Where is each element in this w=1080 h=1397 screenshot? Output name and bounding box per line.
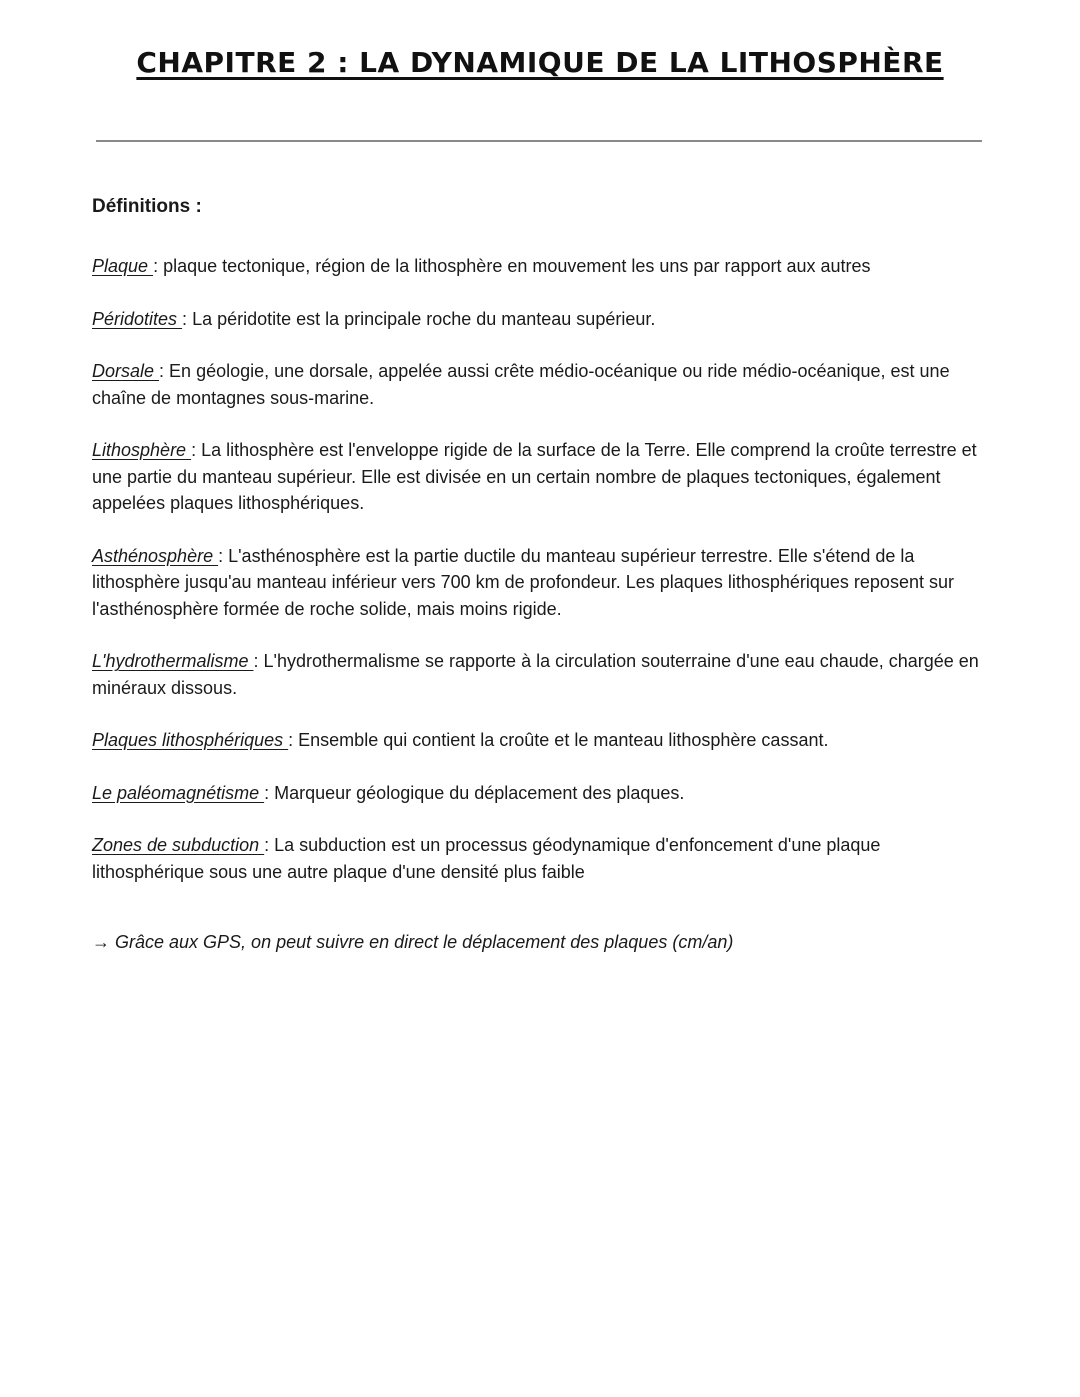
page-title: CHAPITRE 2 : LA DYNAMIQUE DE LA LITHOSPHÈRE	[136, 46, 944, 79]
definition-term: Lithosphère	[92, 440, 192, 460]
definition-term: Zones de subduction	[92, 835, 265, 855]
definitions-section	[92, 193, 987, 911]
definition-item	[92, 543, 987, 623]
definition-text: En géologie, une dorsale, appelée aussi crête médio-océanique ou ride médio-océanique, est une chaîne de montagnes sous-marine.	[92, 361, 950, 408]
definition-text: La péridotite est la principale roche du manteau supérieur.	[192, 308, 656, 329]
definition-text: Marqueur géologique du déplacement des plaques.	[274, 782, 685, 803]
definition-item	[92, 727, 987, 754]
gps-note: → Grâce aux GPS, on peut suivre en direct le déplacement des plaques (cm/an)	[92, 932, 734, 952]
definition-term: Plaques lithosphériques	[92, 730, 289, 750]
definition-separator: :	[159, 361, 170, 381]
definition-term: Le paléomagnétisme	[92, 782, 265, 803]
definition-item	[92, 306, 987, 333]
definition-term: Péridotites	[92, 308, 183, 329]
definition-separator: :	[264, 835, 275, 855]
definition-separator: :	[253, 651, 264, 671]
definition-term: Dorsale	[92, 361, 160, 381]
definition-term: L'hydrothermalisme	[92, 651, 254, 671]
definition-item	[92, 358, 987, 411]
definition-item	[92, 832, 987, 885]
definition-text: Ensemble qui contient la croûte et le manteau lithosphère cassant.	[298, 730, 829, 750]
definition-item	[92, 253, 987, 280]
definition-separator: :	[288, 730, 299, 750]
definition-separator: :	[182, 308, 193, 329]
definition-text: plaque tectonique, région de la lithosphère en mouvement les uns par rapport aux autres	[163, 256, 871, 276]
definition-separator: :	[264, 782, 275, 803]
horizontal-divider	[96, 140, 982, 142]
definition-text: L'hydrothermalisme se rapporte à la circulation souterraine d'une eau chaude, chargée en minéraux dissous.	[92, 651, 979, 698]
definition-text: La lithosphère est l'enveloppe rigide de la surface de la Terre. Elle comprend la croûte terrestre et une partie du manteau supérieur. Elle est divisée en un certain nombre de plaques tectoniques, également appelées plaques lithosphériques.	[92, 440, 977, 513]
definition-item	[92, 780, 987, 807]
definition-term: Plaque	[92, 256, 154, 276]
definition-separator: :	[191, 440, 202, 460]
definition-separator: :	[153, 256, 164, 276]
definition-separator: :	[218, 545, 229, 566]
definitions-heading: Définitions :	[92, 196, 202, 217]
definition-item	[92, 648, 987, 701]
definition-item	[92, 437, 987, 517]
definition-text: La subduction est un processus géodynamique d'enfoncement d'une plaque lithosphérique sous une autre plaque d'une densité plus faible	[92, 835, 881, 882]
definition-term: Asthénosphère	[92, 545, 219, 566]
definition-text: L'asthénosphère est la partie ductile du manteau supérieur terrestre. Elle s'étend de la lithosphère jusqu'au manteau inférieur vers 700 km de profondeur. Les plaques lithosphériques reposent sur l'asthénosphère formée de roche solide, mais moins rigide.	[92, 545, 954, 619]
